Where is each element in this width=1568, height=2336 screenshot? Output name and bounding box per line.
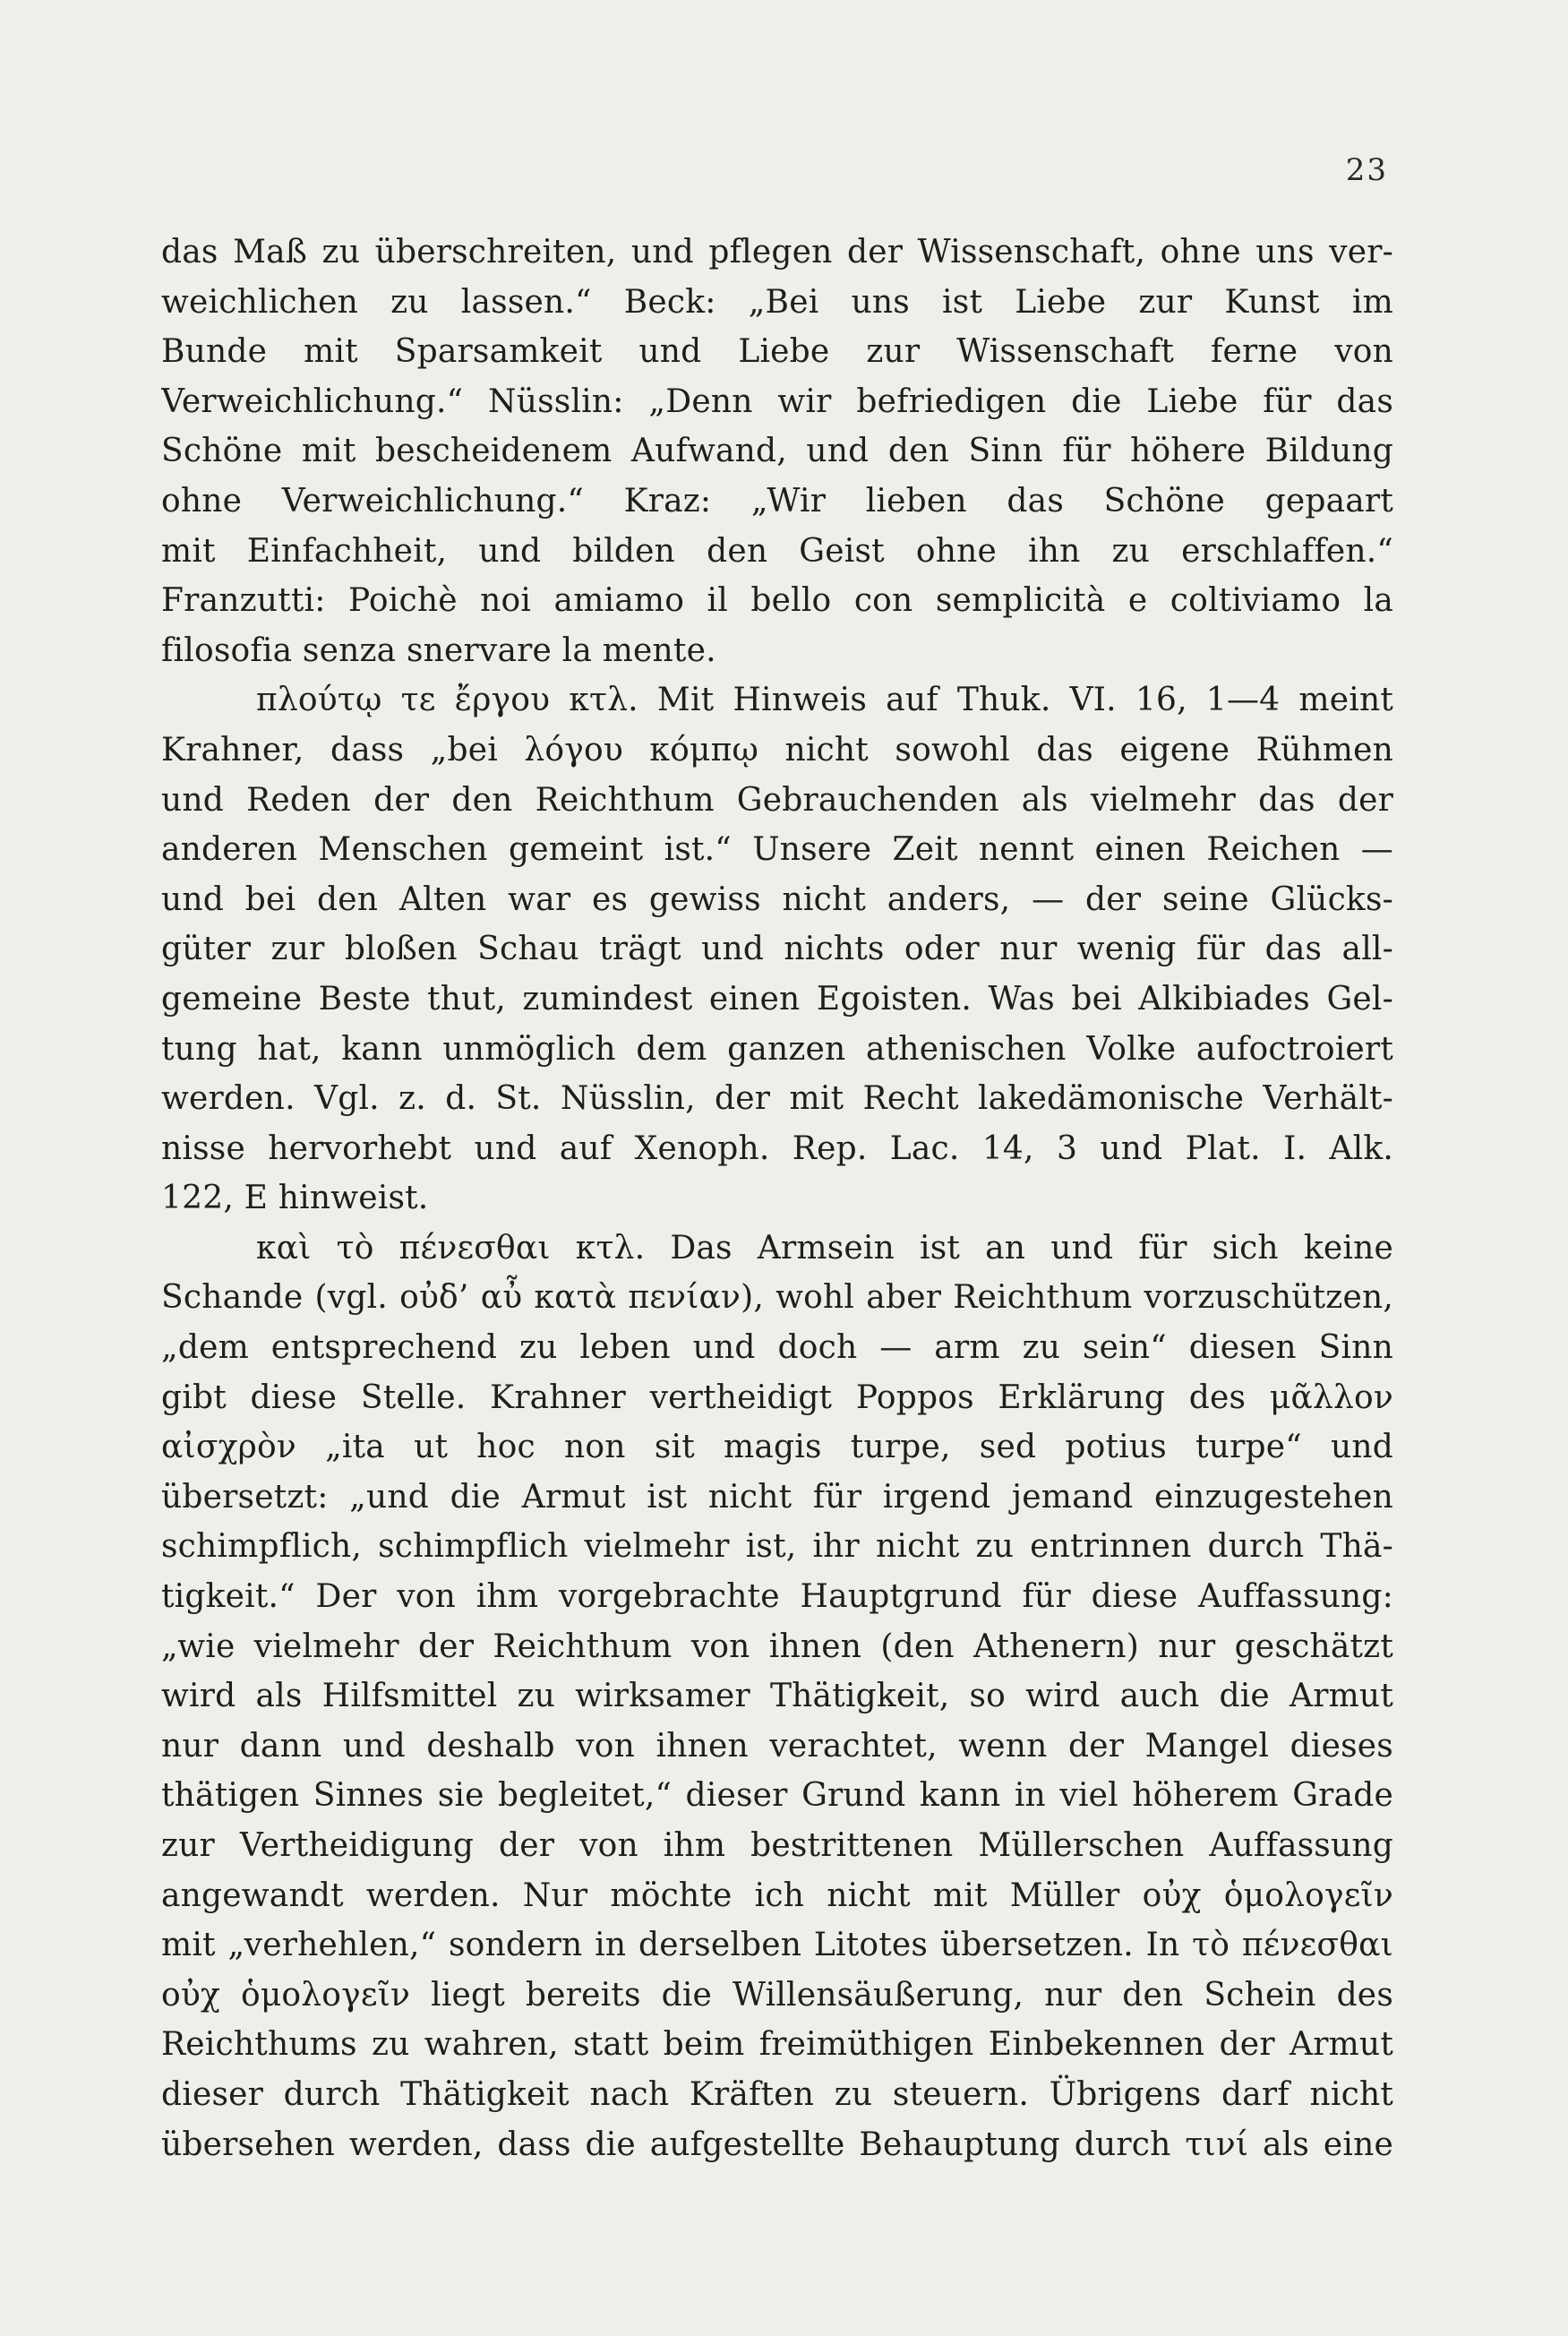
paragraph-3	[161, 1224, 1393, 2169]
text-line: Verweichlichung.“ Nüsslin: „Denn wir befriedigen die Liebe für das	[161, 382, 1393, 420]
text-line: thätigen Sinnes sie begleitet,“ dieser Grund kann in viel höherem Grade	[161, 1777, 1393, 1815]
text-line: πλούτῳ τε ἔργου κτλ. Mit Hinweis auf Thuk. VI. 16, 1—4 meint	[256, 682, 1393, 719]
text-line: Schande (vgl. οὐδ’ αὖ κατὰ πενίαν), wohl aber Reichthum vorzuschützen,	[161, 1279, 1393, 1317]
text-line: ohne Verweichlichung.“ Kraz: „Wir lieben das Schöne gepaart	[161, 482, 1393, 520]
paragraph-2	[161, 675, 1393, 1224]
text-line: καὶ τὸ πένεσθαι κτλ. Das Armsein ist an und für sich keine	[256, 1229, 1393, 1267]
text-line: mit „verhehlen,“ sondern in derselben Litotes übersetzen. In τὸ πένεσθαι	[161, 1927, 1393, 1964]
text-line: 122, E hinweist.	[161, 1180, 429, 1217]
text-line: οὐχ ὁμολογεῖν liegt bereits die Willensäußerung, nur den Schein des	[161, 1976, 1393, 2014]
text-line: weichlichen zu lassen.“ Beck: „Bei uns ist Liebe zur Kunst im	[161, 283, 1393, 321]
text-line: αἰσχρὸν „ita ut hoc non sit magis turpe, sed potius turpe“ und	[161, 1429, 1393, 1466]
text-line: tigkeit.“ Der von ihm vorgebrachte Hauptgrund für diese Auffassung:	[161, 1578, 1393, 1616]
text-line: filosofia senza snervare la mente.	[161, 631, 716, 669]
text-line: schimpflich, schimpflich vielmehr ist, ihr nicht zu entrinnen durch Thä-	[161, 1528, 1393, 1566]
text-line: zur Vertheidigung der von ihm bestrittenen Müllerschen Auffassung	[161, 1827, 1393, 1864]
text-line: übersehen werden, dass die aufgestellte Behauptung durch τινί als eine	[161, 2126, 1393, 2163]
text-line: anderen Menschen gemeint ist.“ Unsere Zeit nennt einen Reichen —	[161, 831, 1393, 869]
page-number: 23	[1345, 152, 1388, 188]
text-line: Franzutti: Poichè noi amiamo il bello con semplicità e coltiviamo la	[161, 582, 1393, 620]
paragraph-1	[161, 228, 1393, 675]
text-line: angewandt werden. Nur möchte ich nicht mit Müller οὐχ ὁμολογεῖν	[161, 1877, 1393, 1914]
text-line: mit Einfachheit, und bilden den Geist ohne ihn zu erschlaffen.“	[161, 532, 1393, 570]
text-line: gibt diese Stelle. Krahner vertheidigt Poppos Erklärung des μᾶλλον	[161, 1378, 1393, 1416]
text-line: nisse hervorhebt und auf Xenoph. Rep. Lac. 14, 3 und Plat. I. Alk.	[161, 1129, 1393, 1167]
text-line: Bunde mit Sparsamkeit und Liebe zur Wissenschaft ferne von	[161, 333, 1393, 371]
text-line: güter zur bloßen Schau trägt und nichts oder nur wenig für das all-	[161, 931, 1393, 968]
text-line: und Reden der den Reichthum Gebrauchenden als vielmehr das der	[161, 781, 1393, 819]
text-line: werden. Vgl. z. d. St. Nüsslin, der mit Recht lakedämonische Verhält-	[161, 1080, 1393, 1118]
text-line: das Maß zu überschreiten, und pflegen der Wissenschaft, ohne uns ver-	[161, 234, 1393, 271]
text-line: Schöne mit bescheidenem Aufwand, und den Sinn für höhere Bildung	[161, 433, 1393, 470]
text-line: tung hat, kann unmöglich dem ganzen athenischen Volke aufoctroiert	[161, 1030, 1393, 1068]
text-line: Krahner, dass „bei λόγου κόμπῳ nicht sowohl das eigene Rühmen	[161, 731, 1393, 769]
text-line: „dem entsprechend zu leben und doch — arm zu sein“ diesen Sinn	[161, 1329, 1393, 1367]
text-line: Reichthums zu wahren, statt beim freimüthigen Einbekennen der Armut	[161, 2026, 1393, 2064]
text-line: dieser durch Thätigkeit nach Kräften zu steuern. Übrigens darf nicht	[161, 2075, 1393, 2113]
text-column	[161, 228, 1393, 2169]
text-line: wird als Hilfsmittel zu wirksamer Thätigkeit, so wird auch die Armut	[161, 1678, 1393, 1715]
text-line: nur dann und deshalb von ihnen verachtet, wenn der Mangel dieses	[161, 1727, 1393, 1765]
text-line: übersetzt: „und die Armut ist nicht für irgend jemand einzugestehen	[161, 1478, 1393, 1516]
text-line: „wie vielmehr der Reichthum von ihnen (den Athenern) nur geschätzt	[161, 1627, 1393, 1665]
text-line: und bei den Alten war es gewiss nicht anders, — der seine Glücks-	[161, 880, 1393, 918]
text-line: gemeine Beste thut, zumindest einen Egoisten. Was bei Alkibiades Gel-	[161, 980, 1393, 1018]
